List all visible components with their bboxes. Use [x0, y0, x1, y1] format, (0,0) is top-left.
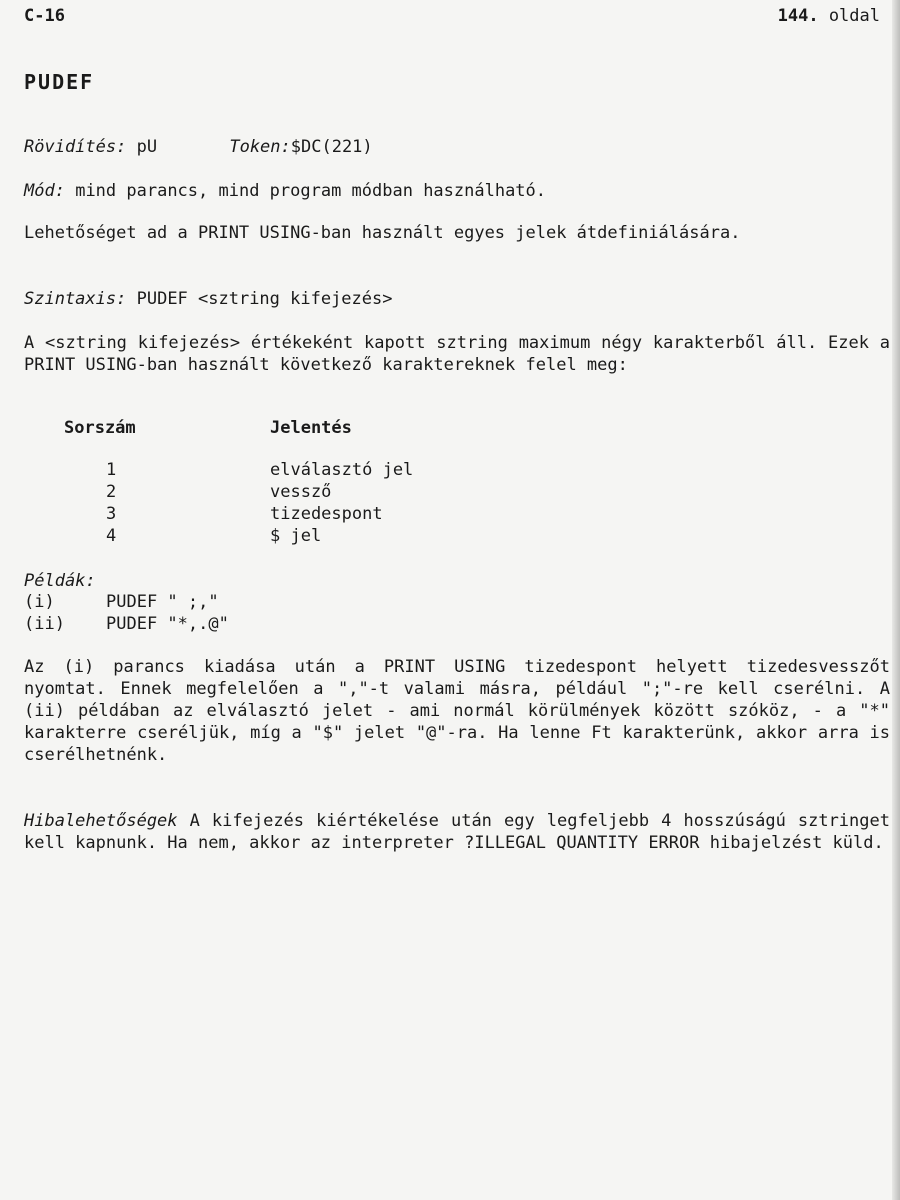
examples-explanation: Az (i) parancs kiadása után a PRINT USING tizedespont helyett tizedesvesszőt nyomtat. Ennek megfelelően a ","-t valami másra, például ";"-re kell cserélni. A (ii) példában az elválasztó jelet - ami normál körülmények között szóköz, - a "*" karakterre cseréljük, míg a "$" jelet "@"-ra. Ha lenne Ft karakterünk, akkor arra is cserélhetnénk.	[24, 657, 890, 765]
page-edge-shadow	[892, 0, 900, 1200]
table-header	[64, 418, 352, 438]
explanation-paragraph: A <sztring kifejezés> értékeként kapott sztring maximum négy karakterből áll. Ezek a PRINT USING-ban használt következő karaktereknek felel meg:	[24, 333, 890, 375]
column-header-meaning: Jelentés	[270, 418, 352, 438]
section-code: C-16	[24, 6, 65, 26]
page-header	[24, 6, 880, 30]
column-header-number: Sorszám	[64, 418, 136, 438]
abbreviation-line: Rövidítés: pU Token:$DC(221)	[24, 137, 373, 157]
mode-line: Mód: mind parancs, mind program módban használható.	[24, 181, 547, 201]
errors-paragraph: Hibalehetőségek A kifejezés kiértékelése után egy legfeljebb 4 hosszúságú sztringet kell kapnunk. Ha nem, akkor az interpreter ?ILLEGAL QUANTITY ERROR hibajelzést küld.	[24, 811, 890, 853]
examples-label: Példák:	[24, 571, 96, 591]
syntax-line: Szintaxis: PUDEF <sztring kifejezés>	[24, 289, 393, 309]
document-page: C-16 144. oldal PUDEF Rövidítés: pU Token:$DC(221) Mód: mind parancs, mind program módban használható. Lehetőséget ad a PRINT USING-ban használt egyes jelek átdefiniálására. Szintaxis: PUDEF <sztring kifejezés> A <sztring kifejezés> értékeként kapott sztring maximum négy karakterből áll. Ezek a PRINT USING-ban használt következő karaktereknek felel meg: Sorszám Jelentés 1 elválasztó jel 2 vessző 3 tizedespont 4 $ jel Példák: (i) PUDEF " ;," (ii) PUDEF "*,.@" Az (i) parancs kiadása után a PRINT USING tizedespont helyett tizedesvesszőt nyomtat. Ennek megfelelően a ","-t valami másra, például ";"-re kell cserélni. A (ii) példában az elválasztó jelet - ami normál körülmények között szóköz, - a "*" karakterre cseréljük, míg a "$" jelet "@"-ra. Ha lenne Ft karakterünk, akkor arra is cserélhetnénk. Hibalehetőségek A kifejezés kiértékelése után egy legfeljebb 4 hosszúságú sztringet kell kapnunk. Ha nem, akkor az interpreter ?ILLEGAL QUANTITY ERROR hibajelzést küld.	[0, 0, 900, 1200]
description-paragraph: Lehetőséget ad a PRINT USING-ban használt egyes jelek átdefiniálására.	[24, 223, 741, 243]
page-title: PUDEF	[24, 70, 95, 94]
page-number: 144. oldal	[777, 6, 880, 26]
